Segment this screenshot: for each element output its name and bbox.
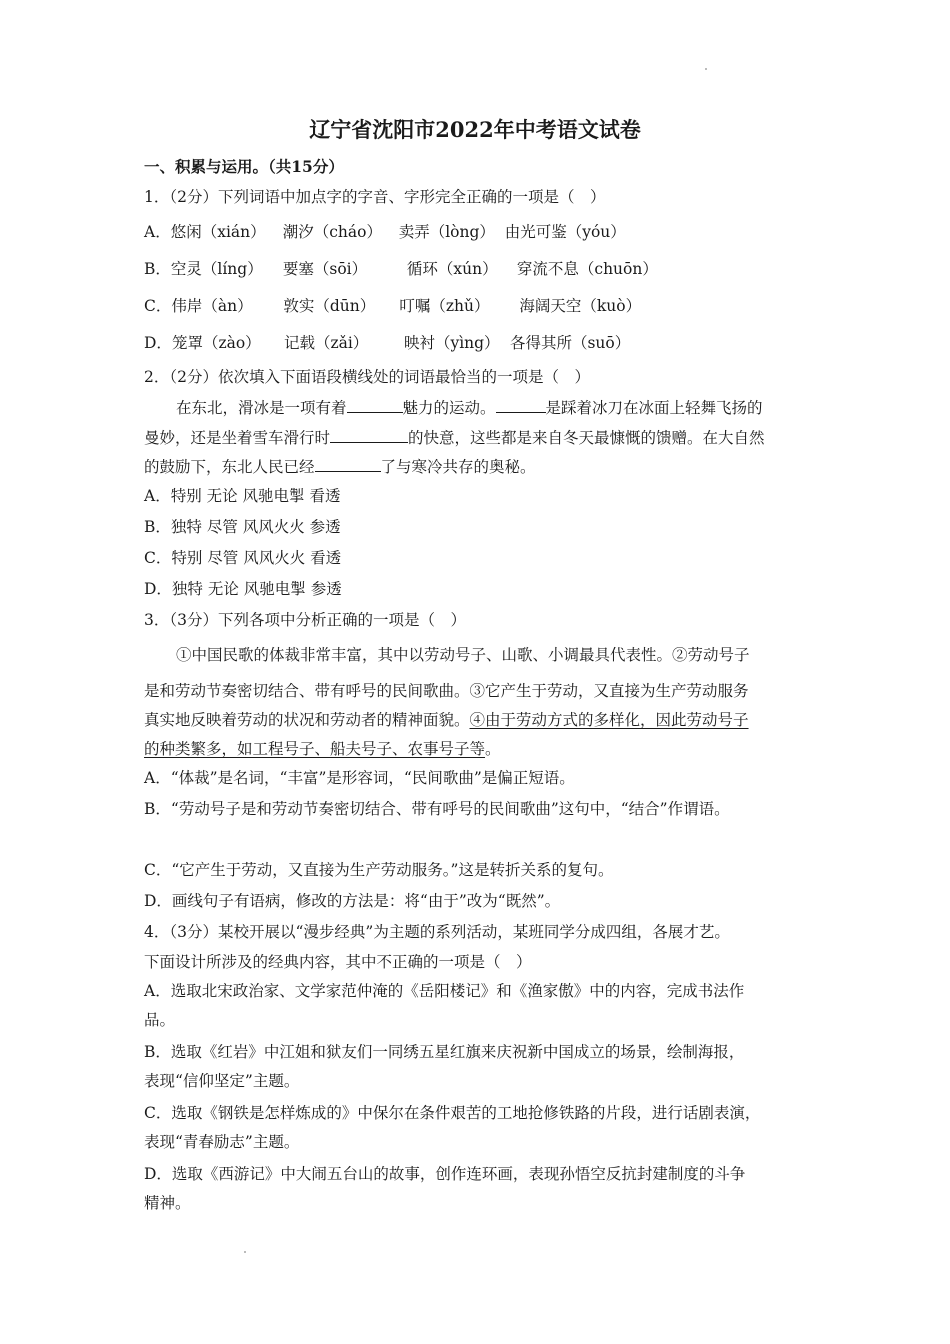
q1-option-b: B．空灵（líng） 要塞（sōi） 循环（xún） 穿流不息（chuōn）: [144, 260, 658, 278]
page-title: 辽宁省沈阳市2022年中考语文试卷: [309, 117, 641, 142]
question-3-stem: 3．（3分）下列各项中分析正确的一项是（ ）: [144, 611, 466, 629]
underlined-sentence-cont: 的种类繁多，如工程号子、船夫号子、农事号子等: [144, 740, 486, 758]
q2-option-c: C．特别 尽管 风风火火 看透: [144, 549, 342, 567]
q4-option-a-line-1: A．选取北宋政治家、文学家范仲淹的《岳阳楼记》和《渔家傲》中的内容，完成书法作: [144, 982, 745, 1000]
q3-option-b: B．“劳动号子是和劳动节奏密切结合、带有呼号的民间歌曲”这句中，“结合”作谓语。: [144, 800, 730, 818]
q4-option-b-line-2: 表现“信仰坚定”主题。: [144, 1072, 300, 1090]
q4-option-c-line-2: 表现“青春励志”主题。: [144, 1133, 300, 1151]
q1-option-d: D．笼罩（zào） 记载（zǎi） 映衬（yìng） 各得其所（suō）: [144, 334, 631, 352]
fill-blank-4: [315, 456, 381, 472]
q4-option-c-line-1: C．选取《钢铁是怎样炼成的》中保尔在条件艰苦的工地抢修铁路的片段，进行话剧表演，: [144, 1104, 761, 1122]
q2-option-b: B．独特 尽管 风风火火 参透: [144, 518, 341, 536]
q2-option-a: A．特别 无论 风驰电掣 看透: [144, 487, 341, 505]
scan-speck: [705, 68, 707, 70]
q1-option-c: C．伟岸（àn） 敦实（dūn） 叮嘱（zhǔ） 海阔天空（kuò）: [144, 297, 642, 315]
q2-option-d: D．独特 无论 风驰电掣 参透: [144, 580, 342, 598]
q1-option-a: A．悠闲（xián） 潮汐（cháo） 卖弄（lòng） 由光可鉴（yóu）: [144, 223, 626, 241]
question-1-stem: 1．（2分）下列词语中加点字的字音、字形完全正确的一项是（ ）: [144, 188, 606, 206]
question-4-stem-line-2: 下面设计所涉及的经典内容，其中不正确的一项是（ ）: [144, 953, 532, 971]
question-4-stem-line-1: 4．（3分）某校开展以“漫步经典”为主题的系列活动，某班同学分成四组，各展才艺。: [144, 923, 730, 941]
q3-option-a: A．“体裁”是名词，“丰富”是形容词，“民间歌曲”是偏正短语。: [144, 769, 575, 787]
q3-passage-line-2: 是和劳动节奏密切结合、带有呼号的民间歌曲。③它产生于劳动，又直接为生产劳动服务: [144, 682, 749, 700]
fill-blank-1: [347, 397, 403, 413]
fill-blank-3: [330, 427, 408, 443]
q4-option-b-line-1: B．选取《红岩》中江姐和狱友们一同绣五星红旗来庆祝新中国成立的场景，绘制海报，: [144, 1043, 745, 1061]
section-heading: 一、积累与运用。（共15分）: [144, 157, 344, 176]
q3-option-c: C．“它产生于劳动，又直接为生产劳动服务。”这是转折关系的复句。: [144, 861, 614, 879]
q3-passage-line-1: ①中国民歌的体裁非常丰富，其中以劳动号子、山歌、小调最具代表性。②劳动号子: [176, 646, 750, 664]
scan-speck: [244, 1251, 246, 1253]
q3-passage-line-3: 真实地反映着劳动的状况和劳动者的精神面貌。④由于劳动方式的多样化，因此劳动号子: [144, 711, 749, 729]
q2-passage-line-3: 的鼓励下，东北人民已经 了与寒冷共存的奥秘。: [144, 458, 536, 476]
fill-blank-2: [496, 397, 546, 413]
question-2-stem: 2．（2分）依次填入下面语段横线处的词语最恰当的一项是（ ）: [144, 368, 590, 386]
q3-option-d: D．画线句子有语病，修改的方法是：将“由于”改为“既然”。: [144, 892, 561, 910]
q2-passage-line-1: 在东北，滑冰是一项有着 魅力的运动。 是踩着冰刀在冰面上轻舞飞扬的: [176, 399, 763, 417]
q4-option-a-line-2: 品。: [144, 1011, 176, 1029]
underlined-sentence: ④由于劳动方式的多样化，因此劳动号子: [469, 711, 749, 729]
q3-passage-line-4: 的种类繁多，如工程号子、船夫号子、农事号子等。: [144, 740, 501, 758]
q2-passage-line-2: 曼妙，还是坐着雪车滑行时 的快意，这些都是来自冬天最慷慨的馈赠。在大自然: [144, 429, 765, 447]
q4-option-d-line-2: 精神。: [144, 1194, 191, 1212]
q4-option-d-line-1: D．选取《西游记》中大闹五台山的故事，创作连环画，表现孙悟空反抗封建制度的斗争: [144, 1165, 746, 1183]
